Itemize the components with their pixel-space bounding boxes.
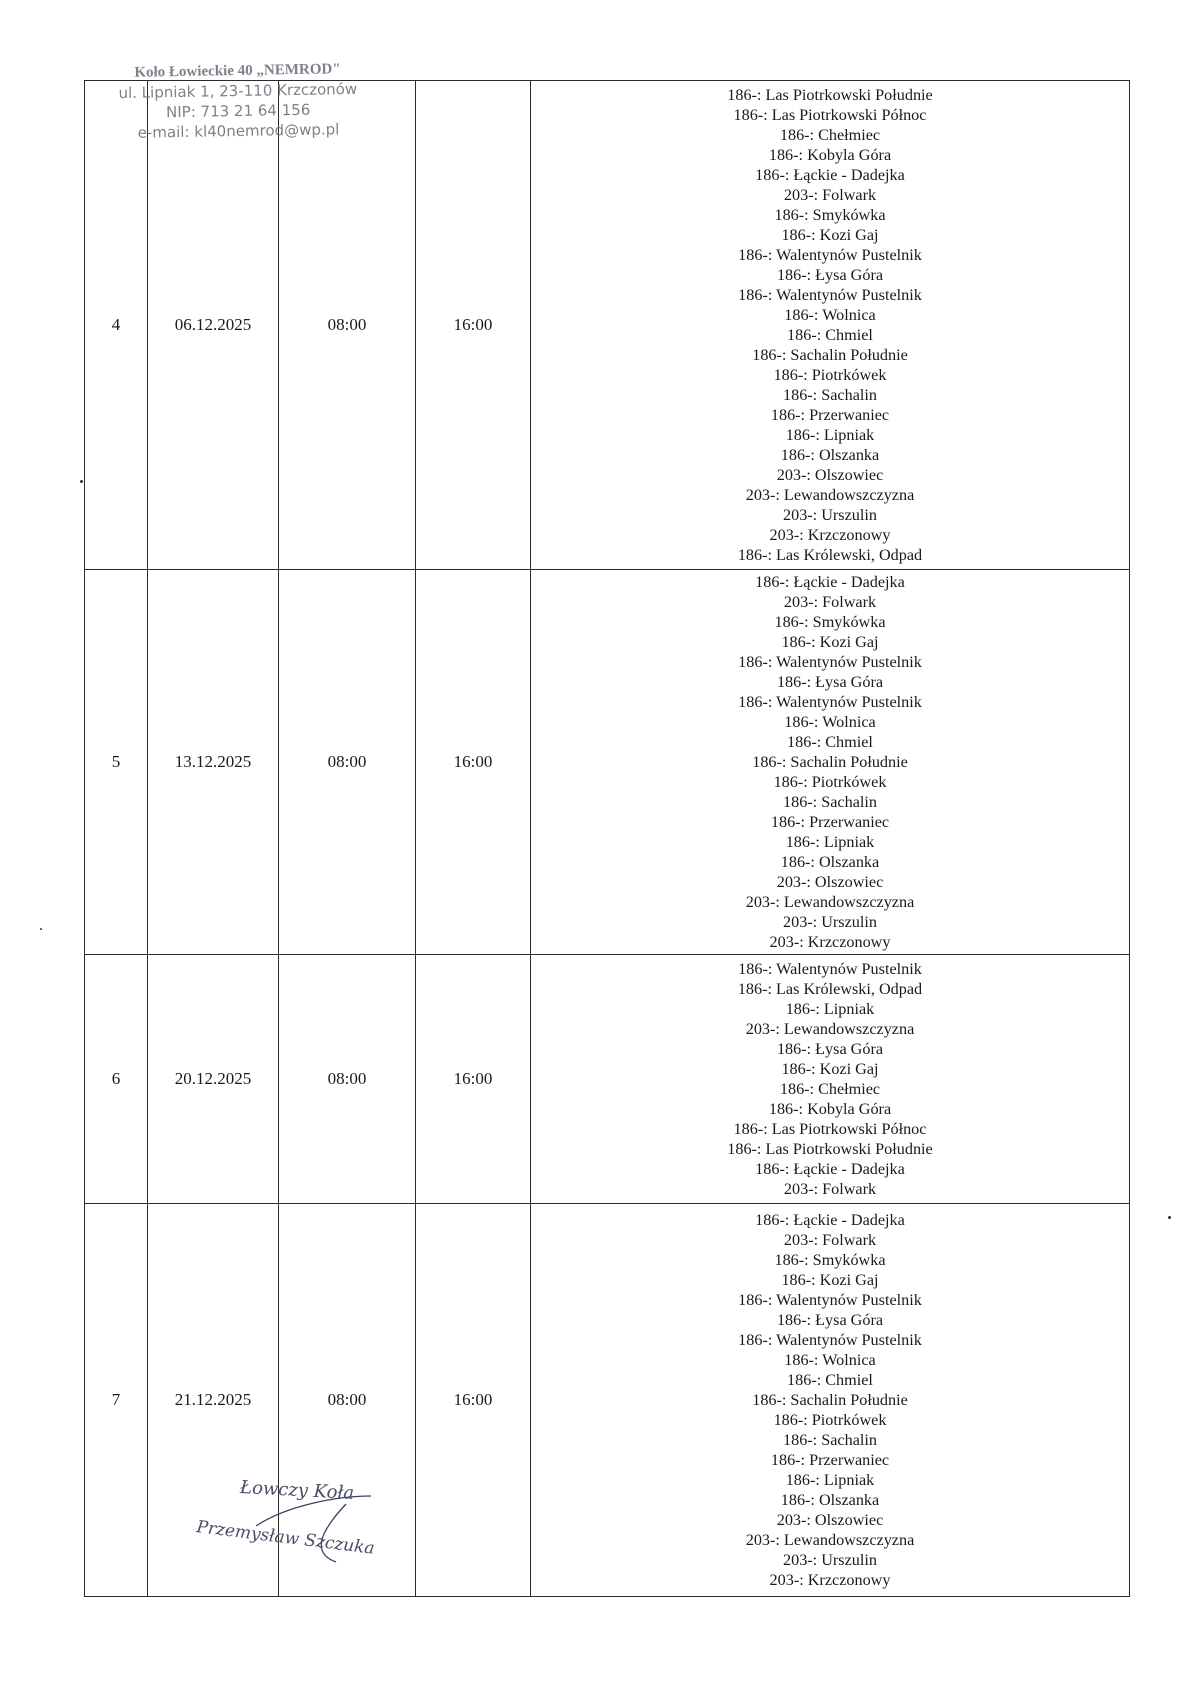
- area-item: 203-: Folwark: [783, 1180, 877, 1198]
- area-item: 186-: Walentynów Pustelnik: [738, 693, 922, 711]
- area-item: 186-: Las Królewski, Odpad: [737, 546, 923, 564]
- area-item: 186-: Smykówka: [774, 1251, 886, 1269]
- area-item: 203-: Olszowiec: [776, 1511, 884, 1529]
- area-item: 186-: Sachalin: [783, 1431, 877, 1449]
- area-item: 186-: Sachalin Południe: [752, 346, 908, 364]
- area-item: 203-: Lewandowszczyzna: [745, 486, 915, 504]
- row-areas-cell: [531, 81, 1130, 570]
- row-end-time-cell: 16:00: [416, 955, 531, 1204]
- area-item: 186-: Przerwaniec: [770, 813, 890, 831]
- area-item: 186-: Łysa Góra: [776, 1040, 884, 1058]
- area-item: 186-: Las Piotrkowski Południe: [727, 86, 933, 104]
- row-end-time-cell: 16:00: [416, 570, 531, 955]
- area-item: 186-: Przerwaniec: [770, 406, 890, 424]
- stamp-line-email: e-mail: kl40nemrod@wp.pl: [137, 120, 340, 142]
- area-item: 186-: Chmiel: [787, 733, 873, 751]
- scan-speck: [80, 480, 83, 483]
- area-item: 186-: Olszanka: [780, 446, 880, 464]
- area-item: 186-: Walentynów Pustelnik: [738, 960, 922, 978]
- area-item: 186-: Las Piotrkowski Północ: [733, 106, 927, 124]
- area-item: 186-: Sachalin Południe: [752, 1391, 908, 1409]
- area-item: 186-: Kozi Gaj: [781, 226, 879, 244]
- row-start-time-cell: 08:00: [279, 955, 416, 1204]
- row-end-time-cell: 16:00: [416, 1204, 531, 1597]
- row-start-time-cell: 08:00: [279, 570, 416, 955]
- area-item: 186-: Lipniak: [785, 1471, 875, 1489]
- area-item: 203-: Folwark: [783, 1231, 877, 1249]
- area-item: 186-: Walentynów Pustelnik: [738, 246, 922, 264]
- area-item: 203-: Lewandowszczyzna: [745, 1531, 915, 1549]
- row-date-cell: 21.12.2025: [148, 1204, 279, 1597]
- signature-stamp: [196, 1466, 406, 1576]
- area-item: 186-: Piotrkówek: [773, 1411, 887, 1429]
- area-item: 186-: Chmiel: [787, 1371, 873, 1389]
- stamp-line-address: ul. Lipniak 1, 23-110 Krzczonów: [118, 79, 358, 103]
- schedule-row: [85, 955, 1130, 1204]
- area-item: 186-: Smykówka: [774, 613, 886, 631]
- area-item: 186-: Wolnica: [784, 1351, 876, 1369]
- area-item: 186-: Kobyla Góra: [768, 146, 892, 164]
- area-item: 186-: Wolnica: [784, 306, 876, 324]
- area-item: 186-: Walentynów Pustelnik: [738, 1291, 922, 1309]
- area-item: 186-: Lipniak: [785, 1000, 875, 1018]
- row-areas-cell: [531, 955, 1130, 1204]
- area-item: 203-: Folwark: [783, 593, 877, 611]
- row-start-time-cell: 08:00: [279, 81, 416, 570]
- stamp-line-club: Koło Łowieckie 40 „NEMROD": [134, 61, 341, 81]
- area-item: 203-: Lewandowszczyzna: [745, 1020, 915, 1038]
- area-item: 186-: Przerwaniec: [770, 1451, 890, 1469]
- row-start-time-cell: 08:00: [279, 1204, 416, 1597]
- area-item: 186-: Łysa Góra: [776, 1311, 884, 1329]
- row-areas-cell: [531, 570, 1130, 955]
- area-item: 203-: Folwark: [783, 186, 877, 204]
- area-item: 186-: Walentynów Pustelnik: [738, 286, 922, 304]
- area-item: 203-: Krzczonowy: [769, 933, 891, 951]
- area-item: 186-: Kozi Gaj: [781, 1271, 879, 1289]
- schedule-row: [85, 81, 1130, 570]
- area-item: 203-: Krzczonowy: [769, 1571, 891, 1589]
- area-item: 186-: Olszanka: [780, 1491, 880, 1509]
- area-item: 203-: Urszulin: [783, 1551, 877, 1569]
- area-item: 186-: Łąckie - Dadejka: [755, 573, 905, 591]
- area-item: 203-: Olszowiec: [776, 466, 884, 484]
- area-item: 203-: Krzczonowy: [769, 526, 891, 544]
- signature-name: Przemysław Szczuka: [195, 1517, 376, 1559]
- schedule-row: [85, 570, 1130, 955]
- row-end-time-cell: 16:00: [416, 81, 531, 570]
- area-item: 186-: Wolnica: [784, 713, 876, 731]
- scan-speck: [1168, 1216, 1171, 1219]
- area-item: 186-: Lipniak: [785, 833, 875, 851]
- area-item: 186-: Sachalin: [783, 386, 877, 404]
- area-item: 186-: Las Królewski, Odpad: [737, 980, 923, 998]
- area-item: 203-: Lewandowszczyzna: [745, 893, 915, 911]
- area-item: 186-: Piotrkówek: [773, 773, 887, 791]
- area-item: 186-: Las Piotrkowski Północ: [733, 1120, 927, 1138]
- row-number-cell: 5: [85, 570, 148, 955]
- schedule-body: [85, 81, 1130, 1597]
- scan-speck: [40, 928, 42, 930]
- area-item: 203-: Olszowiec: [776, 873, 884, 891]
- row-date-cell: 20.12.2025: [148, 955, 279, 1204]
- area-item: 186-: Las Piotrkowski Południe: [727, 1140, 933, 1158]
- area-item: 186-: Łysa Góra: [776, 673, 884, 691]
- area-item: 186-: Sachalin: [783, 793, 877, 811]
- area-item: 186-: Sachalin Południe: [752, 753, 908, 771]
- row-date-cell: 13.12.2025: [148, 570, 279, 955]
- area-item: 186-: Piotrkówek: [773, 366, 887, 384]
- area-item: 186-: Łąckie - Dadejka: [755, 1160, 905, 1178]
- area-item: 186-: Kobyla Góra: [768, 1100, 892, 1118]
- area-item: 186-: Kozi Gaj: [781, 1060, 879, 1078]
- area-item: 203-: Urszulin: [783, 506, 877, 524]
- hunt-schedule-table: [84, 80, 1130, 1597]
- area-item: 186-: Lipniak: [785, 426, 875, 444]
- club-stamp: [87, 57, 388, 143]
- stamp-line-nip: NIP: 713 21 64 156: [165, 100, 311, 122]
- area-item: 186-: Walentynów Pustelnik: [738, 653, 922, 671]
- row-number-cell: 6: [85, 955, 148, 1204]
- area-item: 186-: Walentynów Pustelnik: [738, 1331, 922, 1349]
- area-item: 186-: Kozi Gaj: [781, 633, 879, 651]
- area-item: 186-: Łąckie - Dadejka: [755, 1211, 905, 1229]
- signature-title: Łowczy Koła: [239, 1477, 355, 1504]
- area-item: 186-: Chełmiec: [779, 1080, 881, 1098]
- row-number-cell: 7: [85, 1204, 148, 1597]
- area-item: 203-: Urszulin: [783, 913, 877, 931]
- area-item: 186-: Olszanka: [780, 853, 880, 871]
- row-areas-cell: [531, 1204, 1130, 1597]
- area-item: 186-: Smykówka: [774, 206, 886, 224]
- row-date-cell: 06.12.2025: [148, 81, 279, 570]
- area-item: 186-: Chełmiec: [779, 126, 881, 144]
- row-number-cell: 4: [85, 81, 148, 570]
- area-item: 186-: Chmiel: [787, 326, 873, 344]
- area-item: 186-: Łąckie - Dadejka: [755, 166, 905, 184]
- area-item: 186-: Łysa Góra: [776, 266, 884, 284]
